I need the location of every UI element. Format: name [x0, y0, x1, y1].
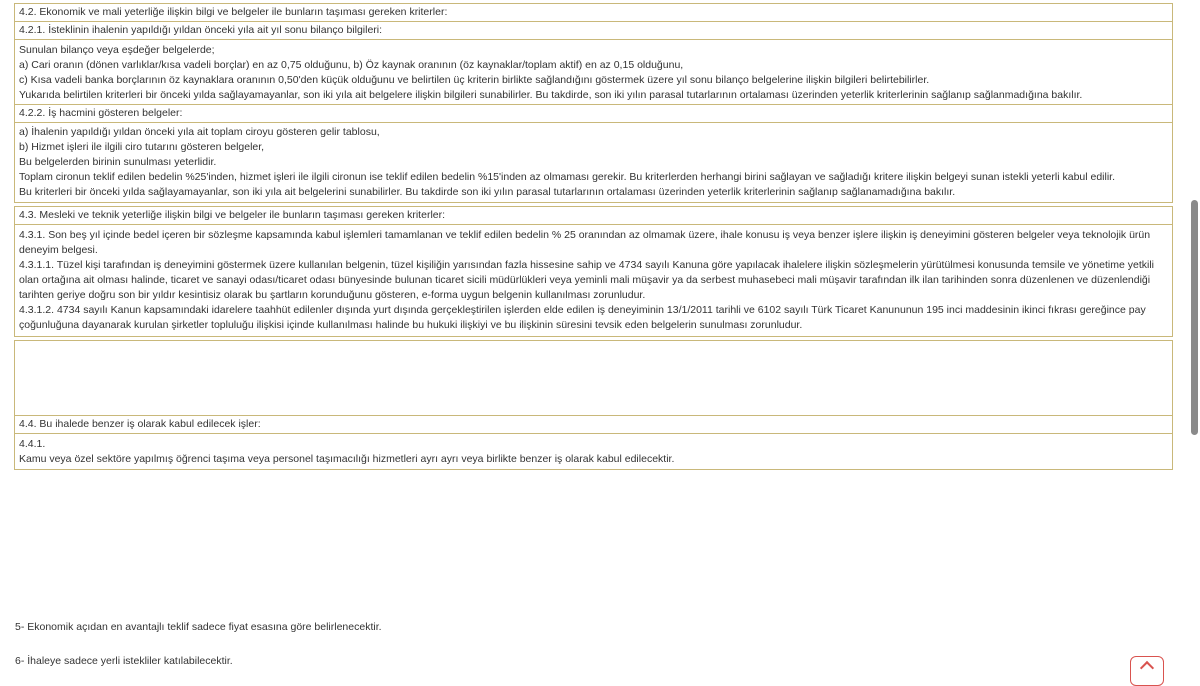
section-4-2-2-title: 4.2.2. İş hacmini gösteren belgeler:: [14, 105, 1173, 123]
section-4-4-1-number: 4.4.1.: [19, 438, 46, 450]
scrollbar-thumb[interactable]: [1191, 200, 1198, 435]
scrollbar[interactable]: [1188, 0, 1200, 675]
text-line: a) İhalenin yapıldığı yıldan önceki yıla ait toplam ciroyu gösteren gelir tablosu,: [19, 126, 380, 138]
text-line: a) Cari oranın (dönen varlıklar/kısa vadeli borçlar) en az 0,75 olduğunu, b) Öz kaynak oranının (öz kaynaklar/toplam aktif) en az 0,15 olduğunu,: [19, 59, 684, 71]
section-4-4-1-text: Kamu veya özel sektöre yapılmış öğrenci taşıma veya personel taşımacılığı hizmetleri ayrı ayrı veya birlikte benzer iş olarak kabul edilecektir.: [19, 453, 675, 465]
section-4-2-2-body: [14, 123, 1173, 203]
section-4-2-title: 4.2. Ekonomik ve mali yeterliğe ilişkin bilgi ve belgeler ile bunların taşıması gereken kriterler:: [14, 3, 1173, 22]
footer-item-5: 5- Ekonomik açıdan en avantajlı teklif sadece fiyat esasına göre belirlenecektir.: [15, 621, 382, 633]
text-line: b) Hizmet işleri ile ilgili ciro tutarını gösteren belgeler,: [19, 141, 265, 153]
text-line: Yukarıda belirtilen kriterleri bir önceki yılda sağlayamayanlar, son iki yıla ait belgelere ilişkin bilgileri sunabilirler. Bu takdirde, son iki yılın parasal tutarlarının ortalaması üzerinden yeterlik kriterlerinin sağlanıp sağlanmadığına bakılır.: [19, 89, 1083, 101]
section-4-3-title: 4.3. Mesleki ve teknik yeterliğe ilişkin bilgi ve belgeler ile bunların taşıması gereken kriterler:: [14, 206, 1173, 225]
section-4-4-1-body: [14, 434, 1173, 470]
section-4-4-title: 4.4. Bu ihalede benzer iş olarak kabul edilecek işler:: [14, 416, 1173, 434]
scroll-to-top-button[interactable]: [1130, 656, 1164, 686]
text-line: Toplam cironun teklif edilen bedelin %25'inden, hizmet işleri ile ilgili cironun ise teklif edilen bedelin %15'inden az olmaması gerekir. Bu kriterlerden herhangi birini sağlayan ve sağladığı kritere ilişkin belgeyi sunan istekli yeterli kabul edilir.: [19, 171, 1116, 183]
section-4-3-body: [14, 225, 1173, 337]
section-4-2-1-title: 4.2.1. İsteklinin ihalenin yapıldığı yıldan önceki yıla ait yıl sonu bilanço bilgileri:: [14, 22, 1173, 40]
text-line: 4.3.1.1. Tüzel kişi tarafından iş deneyimini göstermek üzere kullanılan belgenin, tüzel kişiliğin yarısından fazla hissesine sahip ve 4734 sayılı Kanuna göre yapılacak ihalelere ilişkin sözleşmelerin yürütülmesi konusunda temsile ve yönetime yetkili olan ortağına ait olması halinde, ticaret ve sanayi odası/ticaret odası bünyesinde bulunan ticaret sicili müdürlükleri veya yeminli mali müşavir ya da serbest muhasebeci mali müşavir tarafından ilk ilan tarihinden sonra düzenlenen ve düzenlendiği tarihten geriye doğru son bir yıldır kesintisiz olarak bu şartların korunduğunu gösteren, e-forma uygun belgenin kullanılması zorunludur.: [19, 259, 1154, 301]
section-4-2-1-body: [14, 40, 1173, 105]
empty-box: [14, 340, 1173, 416]
footer-item-6: 6- İhaleye sadece yerli istekliler katılabilecektir.: [15, 655, 233, 667]
text-line: 4.3.1. Son beş yıl içinde bedel içeren bir sözleşme kapsamında kabul işlemleri tamamlanan ve teklif edilen bedelin % 25 oranından az olmamak üzere, ihale konusu iş veya benzer işlere ilişkin iş deneyimini gösteren belgeler veya teknolojik ürün deneyim belgesi.: [19, 229, 1151, 256]
text-line: 4.3.1.2. 4734 sayılı Kanun kapsamındaki idarelere taahhüt edilenler dışında yurt dışında gerçekleştirilen işlerden elde edilen iş deneyiminin 13/1/2011 tarihli ve 6102 sayılı Türk Ticaret Kanununun 195 inci maddesinin ikinci fıkrası gereğince pay çoğunluğuna dayanarak kurulan şirketler topluluğu ilişkisi içinde kullanılması halinde bu hukuki ilişkiyi ve bu ilişkinin süresini tevsik eden belgelerin sunulması zorunludur.: [19, 304, 1146, 331]
text-line: Bu belgelerden birinin sunulması yeterlidir.: [19, 156, 217, 168]
text-line: Bu kriterleri bir önceki yılda sağlayamayanlar, son iki yıla ait belgelerini sunabilirler. Bu takdirde son iki yılın parasal tutarlarının ortalaması üzerinden yeterlik kriterlerinin sağlanıp sağlanamadığına bakılır.: [19, 186, 956, 198]
text-line: c) Kısa vadeli banka borçlarının öz kaynaklara oranının 0,50'den küçük olduğunu ve belirtilen üç kriterin birlikte sağlandığını göstermek üzere yıl sonu bilanço belgelerine ilişkin bilgileri belirtebilirler.: [19, 74, 930, 86]
document-body: [14, 0, 1173, 470]
chevron-up-icon: [1140, 661, 1154, 675]
text-line: Sunulan bilanço veya eşdeğer belgelerde;: [19, 44, 215, 56]
